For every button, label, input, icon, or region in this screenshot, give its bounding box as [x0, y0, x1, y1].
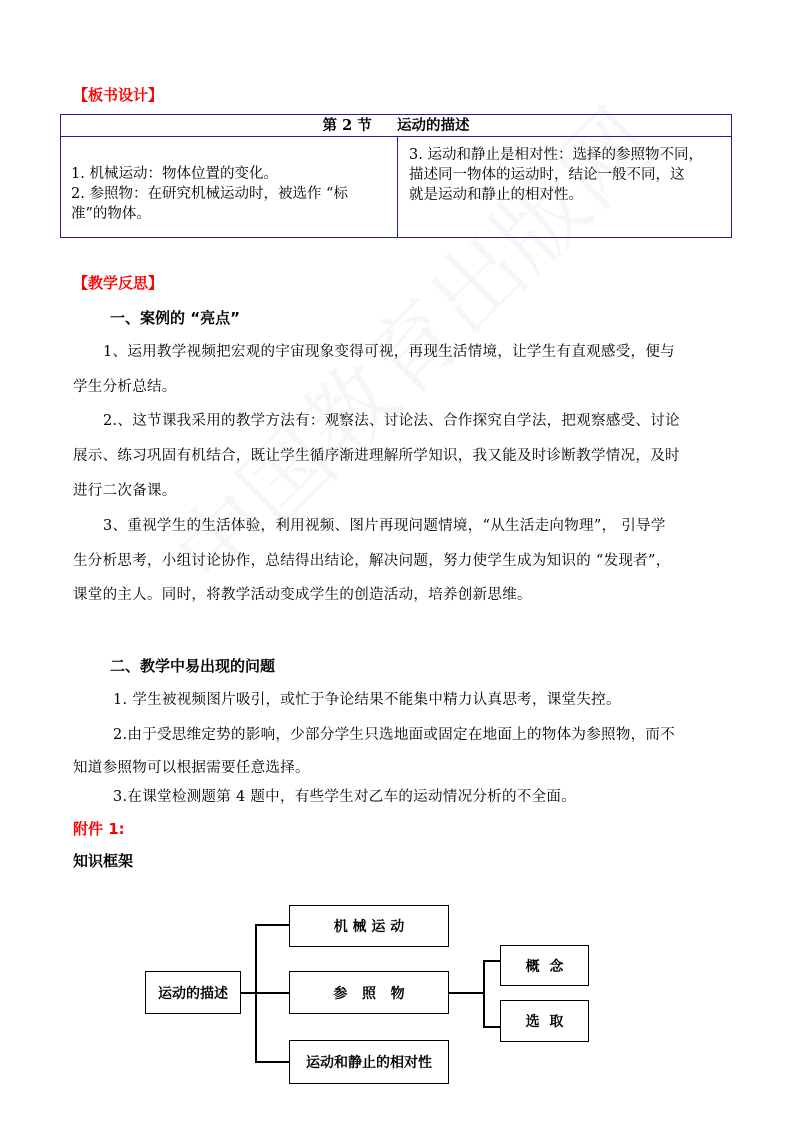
- diagram-sub-box: 概 念: [500, 945, 589, 986]
- framework-title: 知识框架: [73, 852, 134, 870]
- board-right-line: 就是运动和静止的相对性。: [409, 187, 583, 203]
- paragraph-line: 3、重视学生的生活体验，利用视频、图片再现问题情境，“从生活走向物理”， 引导学: [103, 518, 666, 534]
- connector-line: [483, 960, 485, 1027]
- board-design-table: [60, 114, 732, 238]
- paragraph-line: 2.、这节课我采用的教学方法有：观察法、讨论法、合作探究自学法，把观察感受、讨论: [103, 413, 680, 429]
- diagram-branch-box: 参 照 物: [289, 971, 449, 1014]
- connector-line: [240, 992, 256, 994]
- board-left-cell: [71, 164, 393, 224]
- board-right-line: 描述同一物体的运动时，结论一般不同，这: [409, 167, 685, 183]
- paragraph-line: 学生分析总结。: [73, 379, 177, 395]
- attachment-label: 附件 1:: [73, 820, 125, 838]
- diagram-sub-box: 选 取: [500, 1000, 589, 1042]
- board-left-item: 准”的物体。: [71, 206, 151, 222]
- connector-line: [255, 992, 290, 994]
- diagram-branch-box: 机 械 运 动: [289, 905, 449, 947]
- section1-title: 一、案例的 “亮点”: [110, 309, 240, 327]
- paragraph-line: 课堂的主人。同时，将教学活动变成学生的创造活动，培养创新思维。: [73, 587, 532, 603]
- connector-line: [448, 992, 484, 994]
- connector-line: [483, 1026, 500, 1028]
- board-right-cell: [409, 145, 729, 205]
- reflection-heading: 【教学反思】: [73, 274, 164, 292]
- paragraph-line: 知道参照物可以根据需要任意选择。: [73, 760, 310, 776]
- paragraph-line: 1. 学生被视频图片吸引，或忙于争论结果不能集中精力认真思考，课堂失控。: [113, 692, 621, 708]
- connector-line: [483, 960, 500, 962]
- board-right-line: 3. 运动和静止是相对性：选择的参照物不同，: [409, 147, 703, 163]
- section2-title: 二、教学中易出现的问题: [110, 657, 276, 675]
- paragraph-line: 3.在课堂检测题第 4 题中，有些学生对乙车的运动情况分析的不全面。: [113, 789, 576, 805]
- paragraph-line: 2.由于受思维定势的影响，少部分学生只选地面或固定在地面上的物体为参照物，而不: [113, 727, 676, 743]
- diagram-root-box: 运动的描述: [145, 971, 241, 1014]
- connector-line: [255, 924, 290, 926]
- board-table-title: 第 2 节 运动的描述: [61, 115, 731, 137]
- paragraph-line: 1、运用教学视频把宏观的宇宙现象变得可视，再现生活情境，让学生有直观感受，便与: [103, 344, 675, 360]
- table-column-divider: [397, 137, 398, 238]
- board-left-item: 1. 机械运动：物体位置的变化。: [71, 166, 278, 182]
- paragraph-line: 展示、练习巩固有机结合，既让学生循序渐进理解所学知识，我又能及时诊断教学情况，及时: [73, 448, 680, 464]
- connector-line: [255, 1061, 290, 1063]
- diagram-branch-box: 运动和静止的相对性: [289, 1040, 449, 1084]
- board-design-heading: 【板书设计】: [73, 86, 164, 104]
- board-left-item: 2. 参照物：在研究机械运动时，被选作 “标: [71, 186, 348, 202]
- paragraph-line: 生分析思考，小组讨论协作，总结得出结论，解决问题，努力使学生成为知识的 “发现者”，: [73, 553, 671, 569]
- paragraph-line: 进行二次备课。: [73, 483, 177, 499]
